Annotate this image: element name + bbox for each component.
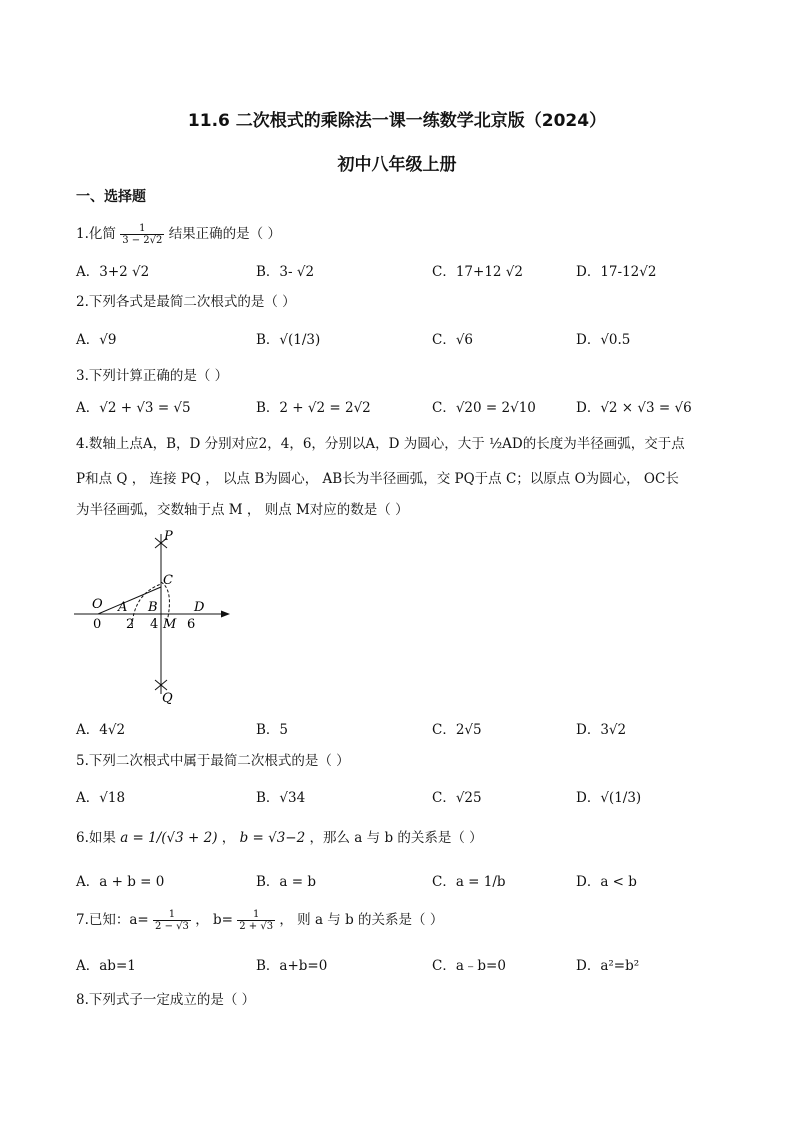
question-8: 8.下列式子一定成立的是（ ） [76, 992, 256, 1008]
q6-prefix: 6.如果 [76, 830, 116, 846]
section-heading: 一、选择题 [76, 189, 146, 205]
q4-option-c[interactable]: C．2√5 [432, 722, 482, 738]
q3-option-b[interactable]: B．2 + √2 = 2√2 [256, 400, 371, 416]
label-b: B [148, 600, 158, 615]
question-5: 5.下列二次根式中属于最简二次根式的是（ ） [76, 753, 350, 769]
label-c: C [163, 573, 173, 588]
question-1 [76, 222, 281, 246]
question-4-line-1: 4.数轴上点A，B，D 分别对应2，4，6，分别以A，D 为圆心，大于 ½AD的长度为半径画弧，交于点 [76, 436, 685, 452]
q6-option-d[interactable]: D．a < b [576, 874, 637, 890]
question-6: 6.如果 a = 1/(√3 + 2) ， b = √3−2 ，那么 a 与 b 的关系是（ ） [76, 830, 483, 846]
q7-prefix: 7.已知：a= [76, 912, 149, 928]
q4-option-b[interactable]: B．5 [256, 722, 289, 738]
q6-option-b[interactable]: B．a = b [256, 874, 317, 890]
tick-0: 0 [93, 617, 102, 632]
q6-b-expr: b = √3−2 [239, 830, 306, 846]
axis-arrow-icon [221, 611, 230, 618]
number-line-figure [70, 524, 240, 710]
q7-option-b[interactable]: B．a+b=0 [256, 958, 328, 974]
q7-b-num: 1 [237, 909, 275, 921]
q5-option-a[interactable]: A．√18 [76, 790, 126, 806]
q1-option-c[interactable]: C．17+12 √2 [432, 264, 523, 280]
question-7: 7.已知：a= $\frac{1}{2 - √3}$ ， b= $\frac{1}{2 + √3}$ ， 则 a 与 b 的关系是（ ） [76, 909, 444, 932]
question-2: 2.下列各式是最简二次根式的是（ ） [76, 294, 296, 310]
q5-option-c[interactable]: C．√25 [432, 790, 482, 806]
page-subtitle: 初中八年级上册 [337, 155, 457, 175]
q3-option-d[interactable]: D．√2 × √3 = √6 [576, 400, 692, 416]
q2-option-c[interactable]: C．√6 [432, 332, 474, 348]
q6-option-a[interactable]: A．a + b = 0 [76, 874, 165, 890]
question-4-line-2: P和点 Q ， 连接 PQ ， 以点 B为圆心， AB长为半径画弧，交 PQ于点 C；以原点 O为圆心， OC长 [76, 471, 679, 487]
arc-from-o [161, 582, 169, 622]
q1-option-b[interactable]: B．3- √2 [256, 264, 315, 280]
q7-a-den: 2 − √3 [155, 921, 189, 932]
q1-option-a[interactable]: A．3+2 √2 [76, 264, 150, 280]
question-4-line-3: 为半径画弧，交数轴于点 M ， 则点 M对应的数是（ ） [76, 502, 409, 518]
q7-a-num: 1 [153, 909, 191, 921]
label-d: D [194, 600, 205, 615]
q7-b-fraction [237, 909, 275, 932]
q5-option-d[interactable]: D．√(1/3) [576, 790, 642, 806]
q1-option-d[interactable]: D．17-12√2 [576, 264, 657, 280]
label-q: Q [162, 691, 173, 706]
q1-prefix: 1.化简 [76, 226, 116, 242]
q7-suffix: ， 则 a 与 b 的关系是（ ） [279, 912, 444, 928]
label-o: O [92, 597, 103, 612]
label-m: M [163, 617, 177, 632]
q6-option-c[interactable]: C．a = 1/b [432, 874, 506, 890]
tick-6: 6 [187, 617, 196, 632]
q6-suffix: ，那么 a 与 b 的关系是（ ） [309, 830, 483, 846]
q4-option-a[interactable]: A．4√2 [76, 722, 126, 738]
q7-option-d[interactable]: D．a²=b² [576, 958, 640, 974]
q6-a-expr: a = 1/(√3 + 2) [120, 830, 218, 846]
label-a: A [118, 600, 128, 615]
q1-frac-num: 1 [120, 223, 164, 235]
question-3: 3.下列计算正确的是（ ） [76, 368, 229, 384]
q5-option-b[interactable]: B．√34 [256, 790, 306, 806]
q1-fraction [120, 223, 164, 246]
q2-option-a[interactable]: A．√9 [76, 332, 117, 348]
q1-frac-den: 3 − 2√2 [122, 235, 163, 246]
label-p: P [164, 529, 173, 544]
q7-a-fraction [153, 909, 191, 932]
tick-2: 2 [126, 617, 135, 632]
tick-4: 4 [150, 617, 159, 632]
page-title: 11.6 二次根式的乘除法一课一练数学北京版（2024） [187, 111, 607, 131]
q2-option-b[interactable]: B．√(1/3) [256, 332, 321, 348]
q7-option-a[interactable]: A．ab=1 [76, 958, 136, 974]
q7-option-c[interactable]: C．a﹣b=0 [432, 958, 506, 974]
q1-suffix: 结果正确的是（ ） [168, 226, 281, 242]
q2-option-d[interactable]: D．√0.5 [576, 332, 631, 348]
q4-option-d[interactable]: D．3√2 [576, 722, 627, 738]
q3-option-a[interactable]: A．√2 + √3 = √5 [76, 400, 191, 416]
q7-b-den: 2 + √3 [239, 921, 274, 932]
q3-option-c[interactable]: C．√20 = 2√10 [432, 400, 536, 416]
